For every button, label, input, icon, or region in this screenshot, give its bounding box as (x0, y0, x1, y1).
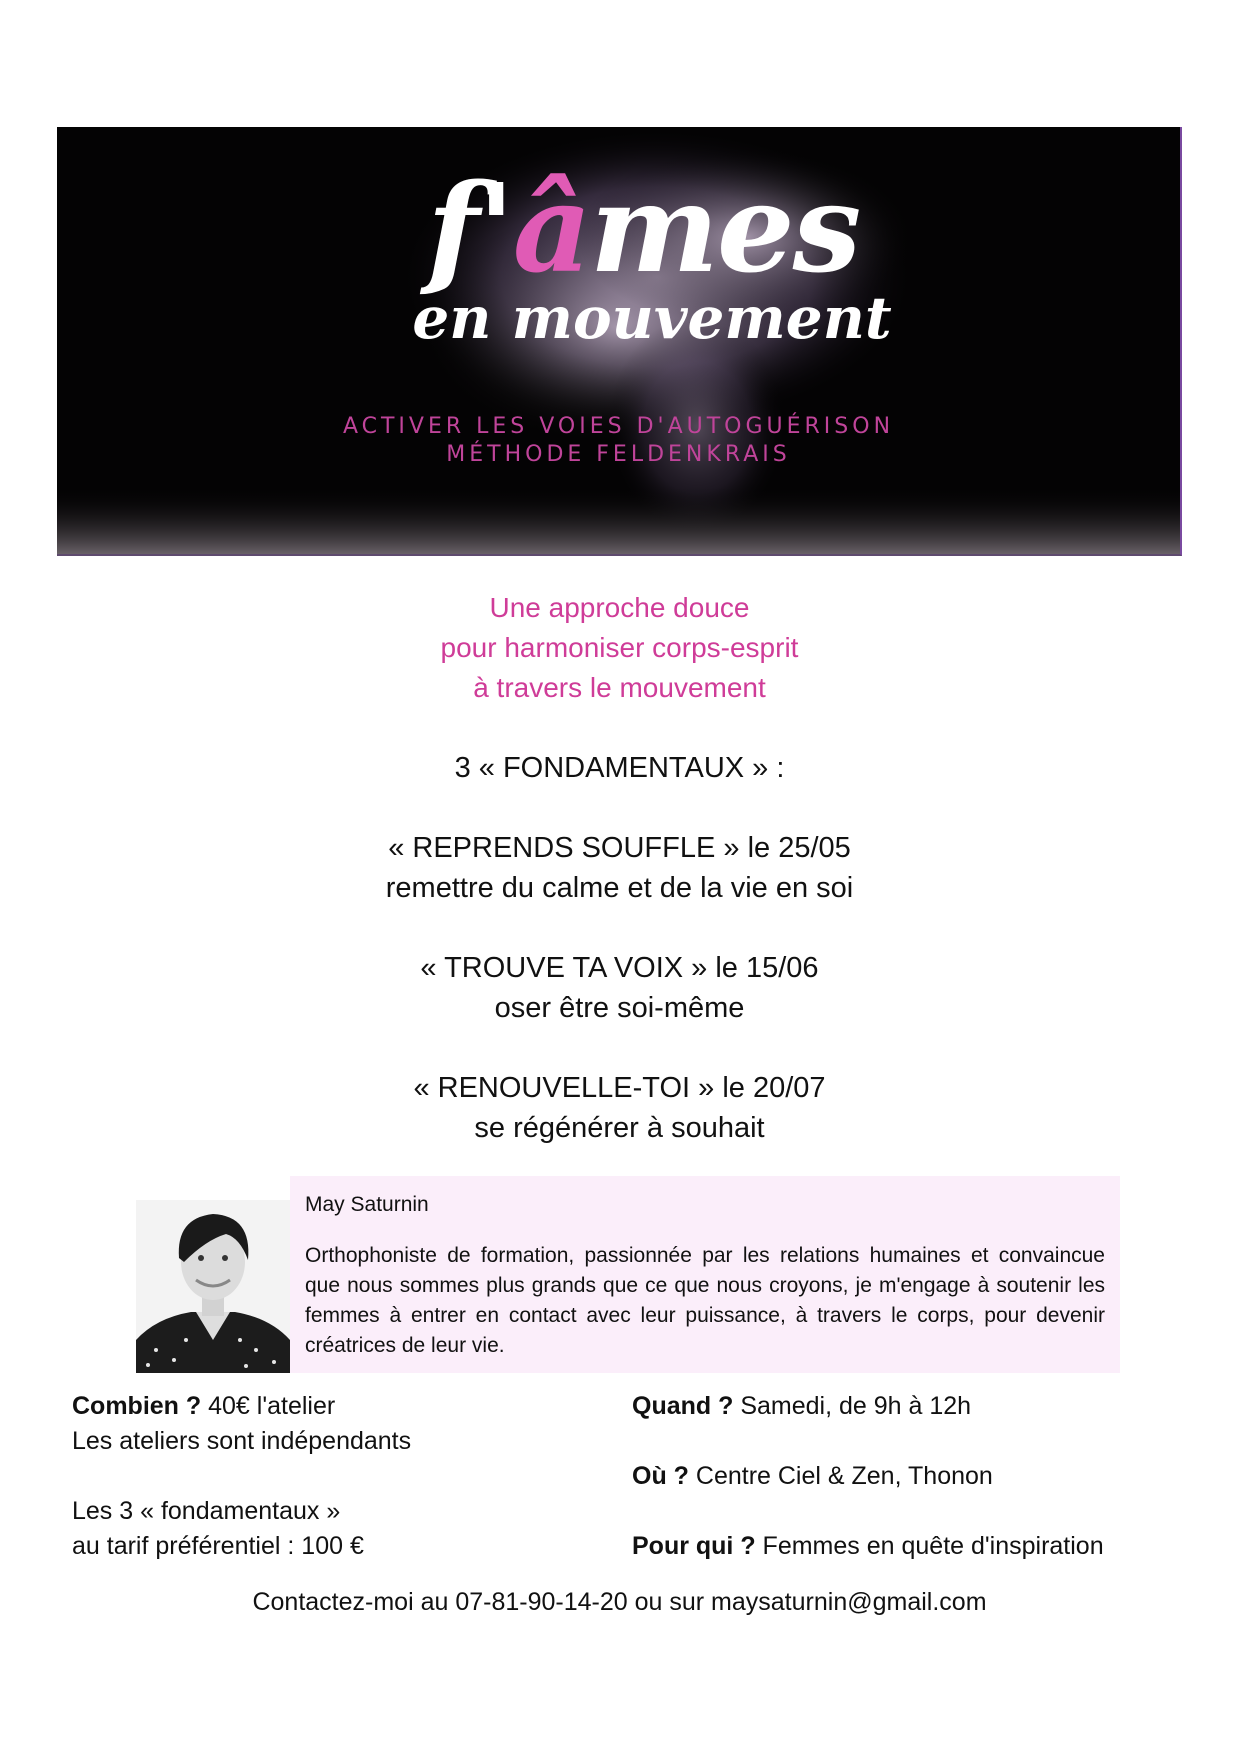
when-info (632, 1389, 971, 1424)
intro-line-3: à travers le mouvement (473, 672, 766, 703)
price-value: 40€ l'atelier (201, 1392, 336, 1420)
who-value: Femmes en quête d'inspiration (755, 1532, 1104, 1560)
session-title: « TROUVE TA VOIX » le 15/06 (420, 952, 819, 984)
logo-subtitle: en mouvement (412, 284, 892, 352)
price-info (72, 1389, 411, 1459)
tagline-line-2: MÉTHODE FELDENKRAIS (446, 442, 791, 467)
when-value: Samedi, de 9h à 12h (733, 1392, 972, 1420)
tagline-line-1: ACTIVER LES VOIES D'AUTOGUÉRISON (342, 414, 895, 439)
bio-text: Orthophoniste de formation, passionnée par les relations humaines et convaincue que nous sommes plus grands que ce que nous croyons, je m'engage à soutenir les femmes à entrer en contact avec leur puissance, à travers le corps, pour devenir créatrices de leur vie. (305, 1244, 1105, 1357)
portrait-icon (136, 1200, 290, 1373)
who-label: Pour qui ? (632, 1532, 756, 1560)
who-info (632, 1529, 1104, 1564)
when-label: Quand ? (632, 1392, 734, 1420)
session-subtitle: oser être soi-même (494, 992, 745, 1024)
intro-text (0, 588, 1239, 708)
session-3 (0, 1068, 1239, 1148)
session-2 (0, 948, 1239, 1028)
intro-line-2: pour harmoniser corps-esprit (440, 632, 799, 663)
where-label: Où ? (632, 1462, 689, 1490)
bio-box (290, 1176, 1120, 1373)
session-1 (0, 828, 1239, 908)
where-info (632, 1459, 993, 1494)
session-subtitle: se régénérer à souhait (474, 1112, 765, 1144)
bundle-line-1: Les 3 « fondamentaux » (72, 1497, 341, 1525)
fondamentaux-title: 3 « FONDAMENTAUX » : (454, 752, 785, 784)
bundle-info (72, 1494, 364, 1564)
portrait-photo (136, 1200, 290, 1373)
session-subtitle: remettre du calme et de la vie en soi (385, 872, 854, 904)
session-title: « RENOUVELLE-TOI » le 20/07 (413, 1072, 826, 1104)
price-note: Les ateliers sont indépendants (72, 1427, 412, 1455)
bio-name: May Saturnin (305, 1193, 429, 1216)
bundle-line-2: au tarif préférentiel : 100 € (72, 1532, 364, 1560)
session-title: « REPRENDS SOUFFLE » le 25/05 (388, 832, 851, 864)
logo-title: f'âmes (427, 156, 860, 300)
contact-line: Contactez-moi au 07-81-90-14-20 ou sur maysaturnin@gmail.com (252, 1588, 987, 1616)
where-value: Centre Ciel & Zen, Thonon (688, 1462, 993, 1490)
header-banner (57, 127, 1182, 556)
intro-line-1: Une approche douce (489, 592, 750, 623)
price-label: Combien ? (72, 1392, 202, 1420)
